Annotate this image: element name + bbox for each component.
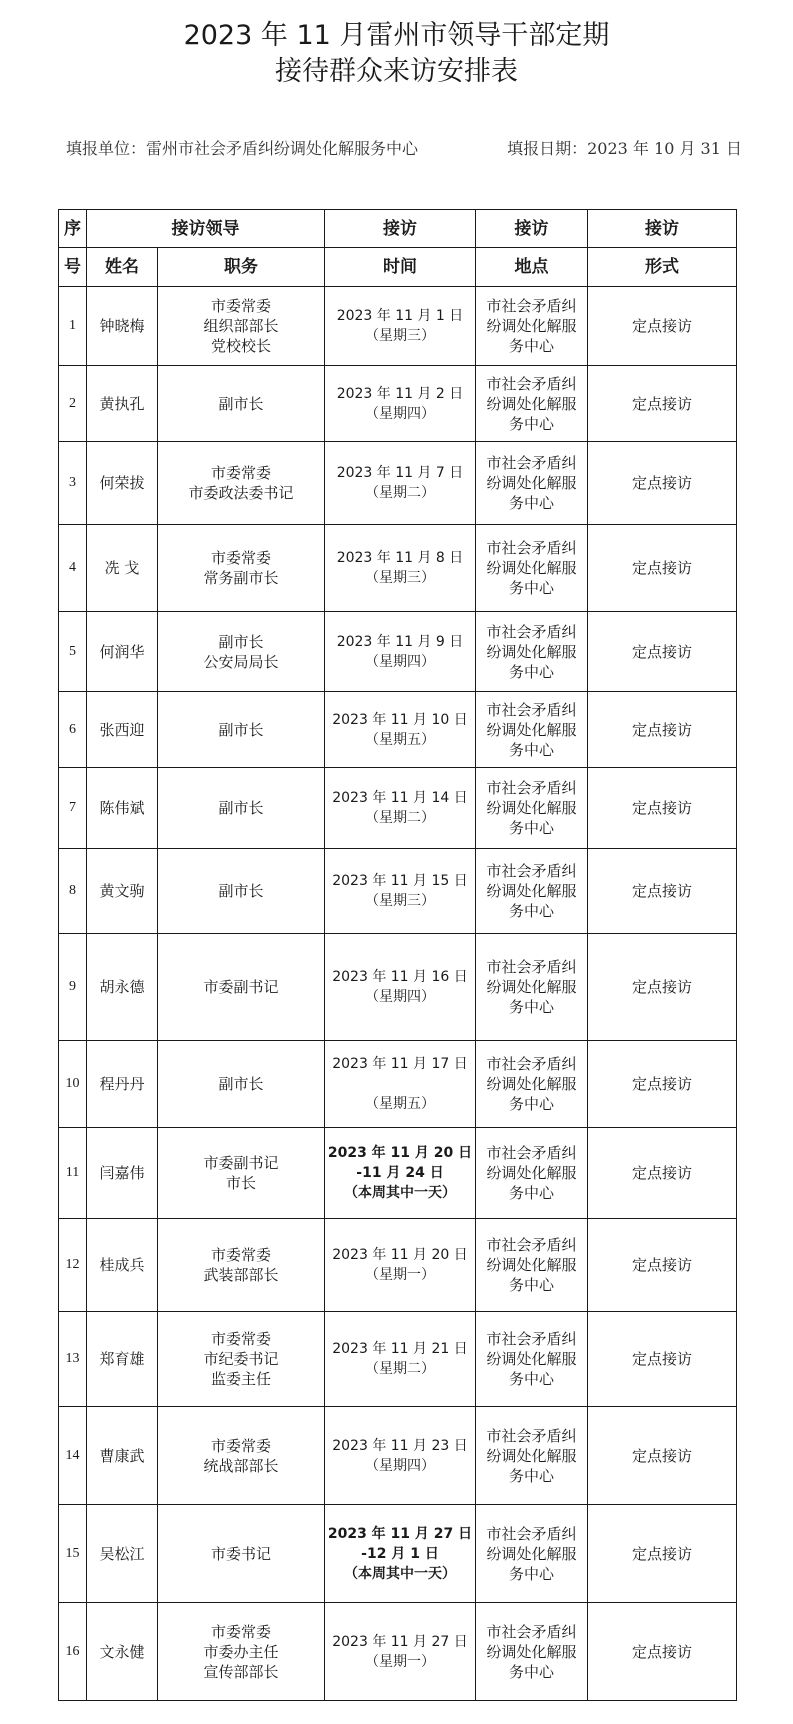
place-line: 纷调处化解服: [486, 799, 577, 817]
cell-seq: 5: [59, 612, 87, 692]
place-line: 纷调处化解服: [486, 1075, 577, 1093]
table-row: [59, 1603, 737, 1701]
header-place-b: 地点: [476, 248, 588, 287]
cell-name: 桂成兵: [87, 1219, 158, 1312]
position-line: 市委常委: [210, 1330, 271, 1348]
cell-time: [325, 1128, 476, 1219]
position-line: 副市长: [218, 394, 264, 413]
place-line: 务中心: [508, 414, 554, 433]
cell-place: [476, 442, 588, 525]
time-line: 2023 年 11 月 23 日: [332, 1437, 468, 1454]
table-row: [59, 1505, 737, 1603]
position-line: 市委常委: [210, 549, 271, 567]
cell-position: [158, 692, 325, 768]
time-line: 2023 年 11 月 27 日: [332, 1633, 468, 1650]
position-line: 市委政法委书记: [188, 484, 294, 502]
place-line: 纷调处化解服: [486, 978, 577, 996]
cell-form: 定点接访: [588, 692, 737, 768]
cell-form: 定点接访: [588, 287, 737, 366]
position-line: 市委副书记: [203, 1154, 279, 1172]
page-title: [0, 18, 793, 90]
report-date: 填报日期：2023 年 10 月 31 日: [507, 139, 742, 158]
time-line: （星期四）: [365, 653, 435, 670]
cell-position: [158, 1312, 325, 1407]
place-line: 务中心: [508, 579, 554, 597]
table-row: [59, 1312, 737, 1407]
cell-place: [476, 1603, 588, 1701]
cell-position: [158, 287, 325, 366]
place-line: 纷调处化解服: [486, 1446, 577, 1465]
cell-position: [158, 768, 325, 849]
place-line: 市社会矛盾纠: [486, 958, 577, 976]
cell-position: [158, 525, 325, 612]
place-line: 纷调处化解服: [486, 317, 577, 335]
cell-seq: 12: [59, 1219, 87, 1312]
place-line: 市社会矛盾纠: [486, 297, 577, 315]
place-line: 纷调处化解服: [486, 642, 577, 661]
time-line: 2023 年 11 月 7 日: [336, 465, 464, 481]
place-line: 市社会矛盾纠: [486, 454, 577, 472]
cell-seq: 16: [59, 1603, 87, 1701]
cell-position: [158, 612, 325, 692]
time-line: [325, 1074, 475, 1094]
time-line: 2023 年 11 月 15 日: [332, 873, 468, 889]
cell-form: 定点接访: [588, 849, 737, 934]
place-line: 市社会矛盾纠: [486, 700, 577, 719]
cell-position: [158, 1407, 325, 1505]
position-line: 常务副市长: [203, 569, 279, 587]
position-line: 市长: [225, 1174, 256, 1192]
cell-seq: 4: [59, 525, 87, 612]
cell-seq: 6: [59, 692, 87, 768]
cell-place: [476, 768, 588, 849]
cell-name: 黄执孔: [87, 366, 158, 442]
cell-place: [476, 525, 588, 612]
header-place-a: 接访: [476, 210, 588, 248]
report-unit: 填报单位：雷州市社会矛盾纠纷调处化解服务中心: [66, 139, 419, 158]
cell-place: [476, 366, 588, 442]
place-line: 纷调处化解服: [486, 1350, 577, 1368]
place-line: 务中心: [508, 337, 554, 355]
time-line: 2023 年 11 月 16 日: [332, 969, 468, 985]
header-form-b: 形式: [588, 248, 737, 287]
cell-form: 定点接访: [588, 1041, 737, 1128]
cell-seq: 7: [59, 768, 87, 849]
time-line: （星期一）: [365, 1267, 435, 1283]
time-line: （星期四）: [365, 1457, 435, 1474]
cell-position: [158, 1041, 325, 1128]
place-line: 纷调处化解服: [486, 1642, 577, 1661]
cell-time: [325, 442, 476, 525]
cell-seq: 10: [59, 1041, 87, 1128]
time-line: （星期三）: [365, 328, 435, 344]
table-row: [59, 287, 737, 366]
place-line: 市社会矛盾纠: [486, 1144, 577, 1162]
position-line: 监委主任: [210, 1370, 271, 1388]
place-line: 务中心: [508, 998, 554, 1016]
time-line: 2023 年 11 月 10 日: [332, 711, 468, 728]
report-meta: [66, 136, 742, 160]
place-line: 务中心: [508, 1466, 554, 1485]
cell-place: [476, 612, 588, 692]
cell-name: 陈伟斌: [87, 768, 158, 849]
place-line: 纷调处化解服: [486, 394, 577, 413]
time-line: 2023 年 11 月 8 日: [336, 550, 464, 566]
place-line: 市社会矛盾纠: [486, 1426, 577, 1445]
header-name: 姓名: [87, 248, 158, 287]
place-line: 市社会矛盾纠: [486, 1055, 577, 1073]
time-line: （星期四）: [365, 405, 435, 422]
place-line: 市社会矛盾纠: [486, 862, 577, 880]
cell-time: [325, 1219, 476, 1312]
place-line: 市社会矛盾纠: [486, 1330, 577, 1348]
place-line: 务中心: [508, 819, 554, 837]
cell-position: [158, 366, 325, 442]
table-row: [59, 692, 737, 768]
place-line: 市社会矛盾纠: [486, 374, 577, 393]
cell-time: [325, 612, 476, 692]
position-line: 组织部部长: [203, 317, 279, 335]
cell-time: [325, 1041, 476, 1128]
place-line: 务中心: [508, 1095, 554, 1113]
header-row-2: [59, 248, 737, 287]
time-line: 2023 年 11 月 9 日: [336, 633, 464, 650]
cell-form: 定点接访: [588, 525, 737, 612]
cell-name: 钟晓梅: [87, 287, 158, 366]
cell-form: 定点接访: [588, 612, 737, 692]
place-line: 市社会矛盾纠: [486, 539, 577, 557]
place-line: 务中心: [508, 1662, 554, 1681]
cell-name: 何荣拔: [87, 442, 158, 525]
place-line: 务中心: [508, 1184, 554, 1202]
time-line: （星期三）: [365, 570, 435, 586]
cell-form: 定点接访: [588, 1219, 737, 1312]
place-line: 市社会矛盾纠: [486, 1236, 577, 1254]
cell-time: [325, 692, 476, 768]
time-line: 2023 年 11 月 2 日: [336, 385, 464, 402]
schedule-body: [59, 287, 737, 1701]
place-line: 纷调处化解服: [486, 474, 577, 492]
cell-time: [325, 934, 476, 1041]
place-line: 务中心: [508, 662, 554, 681]
position-line: 宣传部部长: [203, 1662, 279, 1681]
place-line: 纷调处化解服: [486, 720, 577, 739]
position-line: 市委办主任: [203, 1642, 279, 1661]
place-line: 纷调处化解服: [486, 882, 577, 900]
table-row: [59, 1128, 737, 1219]
time-line: 2023 年 11 月 1 日: [336, 308, 464, 324]
cell-form: 定点接访: [588, 442, 737, 525]
cell-time: [325, 366, 476, 442]
position-line: 副市长: [218, 882, 264, 900]
cell-time: [325, 1505, 476, 1603]
header-position: 职务: [158, 248, 325, 287]
time-line: （星期二）: [365, 1361, 435, 1377]
time-line: （星期四）: [365, 989, 435, 1005]
cell-position: [158, 1219, 325, 1312]
time-line: （本周其中一天）: [344, 1565, 456, 1582]
cell-name: 曹康武: [87, 1407, 158, 1505]
cell-place: [476, 1312, 588, 1407]
cell-form: 定点接访: [588, 934, 737, 1041]
time-line: （星期五）: [365, 1096, 435, 1112]
cell-name: 文永健: [87, 1603, 158, 1701]
position-line: 统战部部长: [203, 1456, 279, 1475]
cell-form: 定点接访: [588, 768, 737, 849]
place-line: 市社会矛盾纠: [486, 1622, 577, 1641]
cell-time: [325, 849, 476, 934]
cell-place: [476, 849, 588, 934]
position-line: 副市长: [218, 632, 264, 651]
cell-place: [476, 692, 588, 768]
table-row: [59, 442, 737, 525]
cell-position: [158, 934, 325, 1041]
cell-position: [158, 442, 325, 525]
place-line: 纷调处化解服: [486, 1256, 577, 1274]
place-line: 市社会矛盾纠: [486, 779, 577, 797]
cell-seq: 9: [59, 934, 87, 1041]
position-line: 市委常委: [210, 297, 271, 315]
cell-seq: 3: [59, 442, 87, 525]
cell-form: 定点接访: [588, 1312, 737, 1407]
cell-name: 张西迎: [87, 692, 158, 768]
position-line: 市委书记: [210, 1544, 271, 1563]
cell-position: [158, 1505, 325, 1603]
cell-position: [158, 1128, 325, 1219]
place-line: 务中心: [508, 1564, 554, 1583]
time-line: （星期二）: [365, 485, 435, 501]
time-line: （星期二）: [365, 810, 435, 826]
cell-name: 吴松江: [87, 1505, 158, 1603]
header-time-a: 接访: [325, 210, 476, 248]
cell-time: [325, 525, 476, 612]
table-row: [59, 1041, 737, 1128]
cell-form: 定点接访: [588, 1128, 737, 1219]
cell-name: 何润华: [87, 612, 158, 692]
position-line: 市委常委: [210, 464, 271, 482]
cell-seq: 8: [59, 849, 87, 934]
place-line: 纷调处化解服: [486, 559, 577, 577]
table-row: [59, 525, 737, 612]
time-line: -11 月 24 日: [356, 1165, 444, 1181]
title-line-2: 接待群众来访安排表: [275, 56, 518, 87]
time-line: （星期一）: [365, 1653, 435, 1670]
cell-name: 冼 戈: [87, 525, 158, 612]
cell-time: [325, 287, 476, 366]
cell-seq: 11: [59, 1128, 87, 1219]
cell-seq: 14: [59, 1407, 87, 1505]
table-row: [59, 1407, 737, 1505]
cell-place: [476, 934, 588, 1041]
table-row: [59, 612, 737, 692]
table-row: [59, 366, 737, 442]
header-row-1: [59, 210, 737, 248]
time-line: 2023 年 11 月 14 日: [332, 790, 468, 806]
header-form-a: 接访: [588, 210, 737, 248]
place-line: 纷调处化解服: [486, 1544, 577, 1563]
cell-time: [325, 1603, 476, 1701]
place-line: 市社会矛盾纠: [486, 622, 577, 641]
place-line: 务中心: [508, 494, 554, 512]
time-line: -12 月 1 日: [361, 1545, 439, 1562]
cell-seq: 13: [59, 1312, 87, 1407]
header-time-b: 时间: [325, 248, 476, 287]
header-seq-b: 号: [59, 248, 87, 287]
cell-place: [476, 1505, 588, 1603]
table-row: [59, 934, 737, 1041]
header-leader: 接访领导: [87, 210, 325, 248]
position-line: 市委副书记: [203, 978, 279, 996]
schedule-table: [58, 209, 737, 1701]
cell-position: [158, 849, 325, 934]
cell-name: 郑育雄: [87, 1312, 158, 1407]
cell-name: 程丹丹: [87, 1041, 158, 1128]
place-line: 务中心: [508, 740, 554, 759]
cell-name: 黄文驹: [87, 849, 158, 934]
cell-place: [476, 1041, 588, 1128]
cell-position: [158, 1603, 325, 1701]
header-seq-a: 序: [59, 210, 87, 248]
position-line: 副市长: [218, 720, 264, 739]
position-line: 副市长: [218, 799, 264, 817]
cell-form: 定点接访: [588, 1603, 737, 1701]
cell-time: [325, 1312, 476, 1407]
cell-seq: 15: [59, 1505, 87, 1603]
position-line: 党校校长: [210, 337, 271, 355]
cell-time: [325, 768, 476, 849]
position-line: 公安局局长: [203, 652, 279, 671]
position-line: 市委常委: [210, 1436, 271, 1455]
cell-name: 闫嘉伟: [87, 1128, 158, 1219]
cell-time: [325, 1407, 476, 1505]
cell-place: [476, 1407, 588, 1505]
cell-place: [476, 1128, 588, 1219]
cell-name: 胡永德: [87, 934, 158, 1041]
place-line: 务中心: [508, 902, 554, 920]
time-line: （星期三）: [365, 893, 435, 909]
title-line-1: 2023 年 11 月雷州市领导干部定期: [183, 20, 610, 51]
position-line: 市委常委: [210, 1246, 271, 1264]
cell-seq: 1: [59, 287, 87, 366]
place-line: 市社会矛盾纠: [486, 1524, 577, 1543]
position-line: 市纪委书记: [203, 1350, 279, 1368]
place-line: 务中心: [508, 1276, 554, 1294]
time-line: （本周其中一天）: [344, 1185, 456, 1201]
table-row: [59, 849, 737, 934]
cell-place: [476, 1219, 588, 1312]
place-line: 纷调处化解服: [486, 1164, 577, 1182]
time-line: 2023 年 11 月 27 日: [327, 1525, 473, 1542]
place-line: 务中心: [508, 1370, 554, 1388]
position-line: 武装部部长: [203, 1266, 279, 1284]
cell-place: [476, 287, 588, 366]
cell-seq: 2: [59, 366, 87, 442]
time-line: （星期五）: [365, 731, 435, 748]
cell-form: 定点接访: [588, 1505, 737, 1603]
position-line: 副市长: [218, 1075, 264, 1093]
time-line: 2023 年 11 月 21 日: [332, 1341, 468, 1357]
time-line: 2023 年 11 月 20 日: [332, 1247, 468, 1263]
time-line: 2023 年 11 月 17 日: [332, 1056, 468, 1072]
time-line: 2023 年 11 月 20 日: [327, 1145, 473, 1161]
cell-form: 定点接访: [588, 366, 737, 442]
table-row: [59, 768, 737, 849]
table-row: [59, 1219, 737, 1312]
position-line: 市委常委: [210, 1622, 271, 1641]
cell-form: 定点接访: [588, 1407, 737, 1505]
